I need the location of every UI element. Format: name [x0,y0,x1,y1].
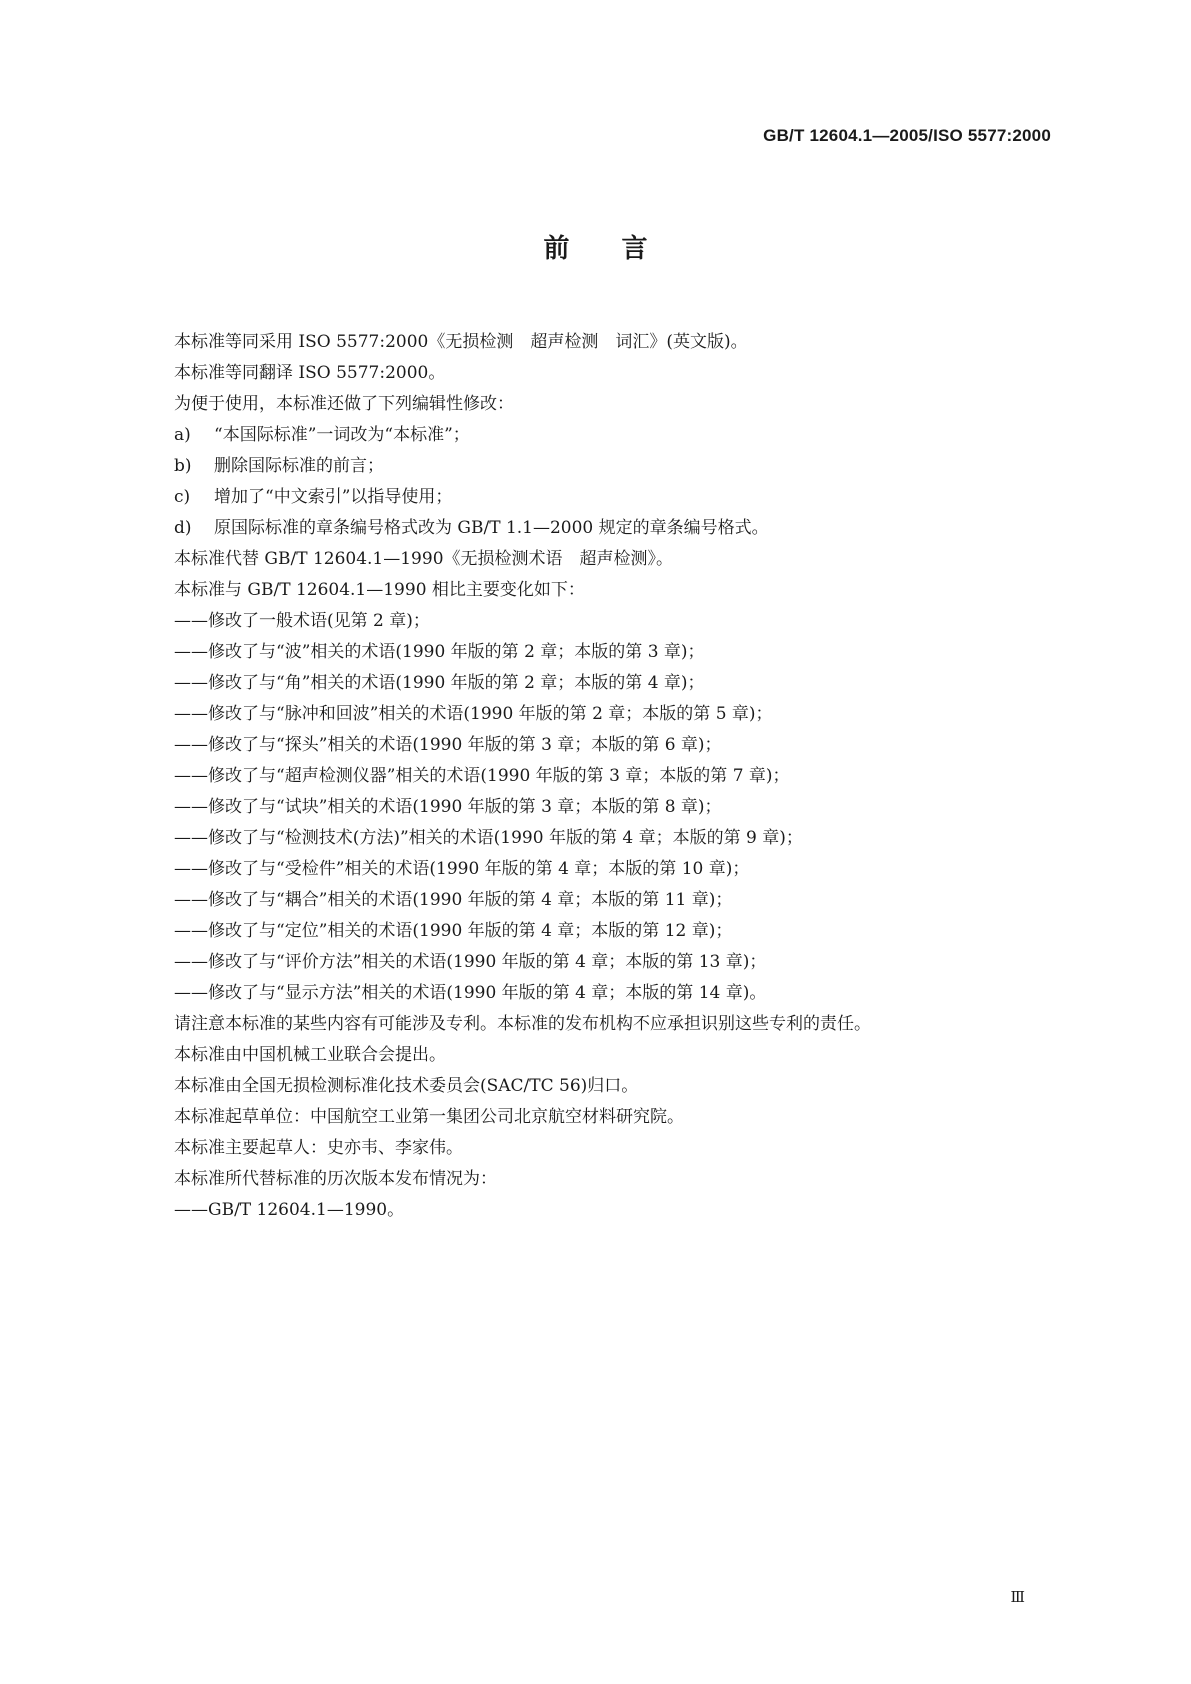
paragraph-text: 修改了与“试块”相关的术语(1990 年版的第 3 章；本版的第 8 章)； [208,797,722,817]
paragraph-line [174,792,1054,823]
paragraph-text: 本标准代替 GB/T 12604.1—1990《无损检测术语 超声检测》。 [174,549,674,569]
paragraph-line [174,1102,1054,1133]
dash-marker: —— [174,673,208,693]
paragraph-line [174,606,1054,637]
paragraph-text: 修改了与“超声检测仪器”相关的术语(1990 年版的第 3 章；本版的第 7 章)； [208,766,790,786]
paragraph-text: “本国际标准”一词改为“本标准”； [214,425,470,445]
dash-marker: —— [174,1200,208,1220]
paragraph-line [174,761,1054,792]
paragraph-line [174,482,1054,513]
paragraph-line [174,420,1054,451]
paragraph-text: 本标准起草单位：中国航空工业第一集团公司北京航空材料研究院。 [174,1107,684,1127]
paragraph-line [174,1009,1054,1040]
dash-marker: —— [174,642,208,662]
list-marker: c) [174,487,191,507]
paragraph-text: 本标准与 GB/T 12604.1—1990 相比主要变化如下： [174,580,585,600]
paragraph-text: 修改了与“评价方法”相关的术语(1990 年版的第 4 章；本版的第 13 章)； [208,952,767,972]
foreword-body [174,327,1054,1226]
paragraph-line [174,1195,1054,1226]
paragraph-line [174,575,1054,606]
list-marker: b) [174,456,192,476]
paragraph-text: 修改了与“受检件”相关的术语(1990 年版的第 4 章；本版的第 10 章)； [208,859,750,879]
dash-marker: —— [174,921,208,941]
paragraph-line [174,1164,1054,1195]
paragraph-text: 本标准由中国机械工业联合会提出。 [174,1045,446,1065]
paragraph-text: 修改了与“检测技术(方法)”相关的术语(1990 年版的第 4 章；本版的第 9 章)； [208,828,803,848]
paragraph-line [174,1040,1054,1071]
dash-marker: —— [174,797,208,817]
paragraph-line [174,451,1054,482]
dash-marker: —— [174,704,208,724]
dash-marker: —— [174,859,208,879]
paragraph-text: 原国际标准的章条编号格式改为 GB/T 1.1—2000 规定的章条编号格式。 [214,518,769,538]
paragraph-text: 修改了与“角”相关的术语(1990 年版的第 2 章；本版的第 4 章)； [208,673,705,693]
dash-marker: —— [174,890,208,910]
paragraph-text: 增加了“中文索引”以指导使用； [214,487,453,507]
paragraph-line [174,885,1054,916]
dash-marker: —— [174,983,208,1003]
paragraph-text: GB/T 12604.1—1990。 [208,1200,405,1220]
dash-marker: —— [174,735,208,755]
paragraph-line [174,1133,1054,1164]
paragraph-line [174,854,1054,885]
paragraph-text: 修改了与“探头”相关的术语(1990 年版的第 3 章；本版的第 6 章)； [208,735,722,755]
dash-marker: —— [174,952,208,972]
dash-marker: —— [174,611,208,631]
paragraph-line [174,730,1054,761]
paragraph-text: 本标准所代替标准的历次版本发布情况为： [174,1169,497,1189]
dash-marker: —— [174,828,208,848]
paragraph-text: 修改了与“显示方法”相关的术语(1990 年版的第 4 章；本版的第 14 章)。 [208,983,767,1003]
standard-number: GB/T 12604.1—2005/ISO 5577:2000 [763,126,1051,145]
paragraph-line [174,544,1054,575]
paragraph-text: 修改了与“波”相关的术语(1990 年版的第 2 章；本版的第 3 章)； [208,642,705,662]
paragraph-text: 修改了与“定位”相关的术语(1990 年版的第 4 章；本版的第 12 章)； [208,921,733,941]
paragraph-line [174,389,1054,420]
paragraph-line [174,978,1054,1009]
paragraph-text: 修改了与“耦合”相关的术语(1990 年版的第 4 章；本版的第 11 章)； [208,890,733,910]
paragraph-line [174,668,1054,699]
page-title: 前言 [543,234,700,264]
paragraph-text: 修改了一般术语(见第 2 章)； [208,611,430,631]
paragraph-text: 请注意本标准的某些内容有可能涉及专利。本标准的发布机构不应承担识别这些专利的责任。 [174,1014,871,1034]
paragraph-line [174,947,1054,978]
paragraph-text: 本标准等同采用 ISO 5577:2000《无损检测 超声检测 词汇》(英文版)。 [174,332,748,352]
paragraph-text: 本标准主要起草人：史亦韦、李家伟。 [174,1138,463,1158]
page-number: Ⅲ [1010,1588,1025,1606]
paragraph-text: 本标准等同翻译 ISO 5577:2000。 [174,363,446,383]
paragraph-line [174,699,1054,730]
paragraph-text: 删除国际标准的前言； [214,456,384,476]
paragraph-text: 本标准由全国无损检测标准化技术委员会(SAC/TC 56)归口。 [174,1076,639,1096]
paragraph-line [174,358,1054,389]
paragraph-text: 修改了与“脉冲和回波”相关的术语(1990 年版的第 2 章；本版的第 5 章)； [208,704,773,724]
list-marker: d) [174,518,192,538]
list-marker: a) [174,425,191,445]
paragraph-line [174,513,1054,544]
paragraph-line [174,916,1054,947]
paragraph-line [174,1071,1054,1102]
paragraph-line [174,637,1054,668]
dash-marker: —— [174,766,208,786]
paragraph-line [174,823,1054,854]
paragraph-line [174,327,1054,358]
paragraph-text: 为便于使用，本标准还做了下列编辑性修改： [174,394,514,414]
